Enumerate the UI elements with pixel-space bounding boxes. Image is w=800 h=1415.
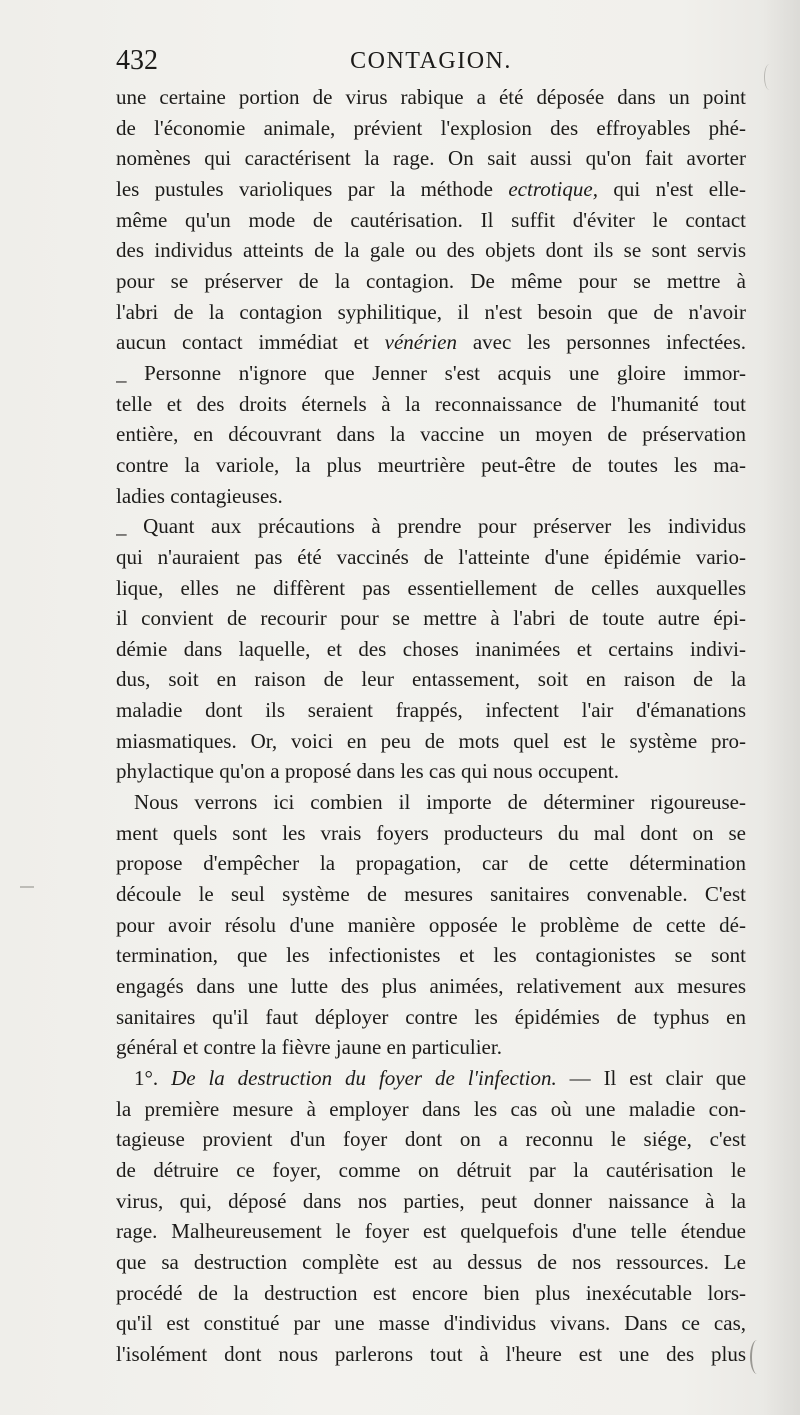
text-line: termination, que les infectionistes et les contagionistes se sont	[116, 943, 746, 968]
text-line: telle et des droits éternels à la reconnaissance de l'humanité tout	[116, 391, 746, 416]
text-line: même qu'un mode de cautérisation. Il suffit d'éviter le contact	[116, 207, 746, 232]
running-title: CONTAGION.	[350, 48, 512, 74]
text-line: démie dans laquelle, et des choses inanimées et certains indivi-	[116, 636, 746, 661]
text-line: Nous verrons ici combien il importe de déterminer rigoureuse-	[134, 790, 746, 815]
text-line: il convient de recourir pour se mettre à l'abri de toute autre épi-	[116, 606, 746, 631]
text-line: maladie dont ils seraient frappés, infectent l'air d'émanations	[116, 698, 746, 723]
text-fragment: les pustules varioliques par la méthode	[116, 176, 493, 201]
text-line: procédé de la destruction est encore bien plus inexécutable lors-	[116, 1280, 746, 1305]
text-line: de détruire ce foyer, comme on détruit par la cautérisation le	[116, 1157, 746, 1182]
margin-mark	[764, 64, 775, 90]
text-line	[116, 1063, 746, 1094]
text-line: propose d'empêcher la propagation, car de cette détermination	[116, 851, 746, 876]
text-line: dus, soit en raison de leur entassement, soit en raison de la	[116, 667, 746, 692]
text-fragment: 1°.	[134, 1066, 159, 1090]
text-line: sanitaires qu'il faut déployer contre les épidémies de typhus en	[116, 1004, 746, 1029]
text-line: pour avoir résolu d'une manière opposée le problème de cette dé-	[116, 912, 746, 937]
text-line: nomènes qui caractérisent la rage. On sait aussi qu'on fait avorter	[116, 146, 746, 171]
italic-heading: De la destruction du foyer de l'infection.	[171, 1066, 557, 1090]
text-line: découle le seul système de mesures sanitaires convenable. C'est	[116, 882, 746, 907]
text-line: l'abri de la contagion syphilitique, il n'est besoin que de n'avoir	[116, 299, 746, 324]
text-line: ladies contagieuses.	[116, 483, 283, 508]
margin-mark	[20, 886, 34, 888]
italic-term: vénérien	[384, 330, 457, 355]
text-line: qui n'auraient pas été vaccinés de l'atteinte d'une épidémie vario-	[116, 544, 746, 569]
text-line: la première mesure à employer dans les cas où une maladie con-	[116, 1096, 746, 1121]
body-text	[116, 82, 746, 1370]
text-line: contre la variole, la plus meurtrière peut-être de toutes les ma-	[116, 452, 746, 477]
text-line: de l'économie animale, prévient l'explosion des effroyables phé-	[116, 115, 746, 140]
text-line: virus, qui, déposé dans nos parties, peut donner naissance à la	[116, 1188, 746, 1213]
text-fragment: qui n'est elle-	[613, 176, 746, 201]
text-fragment: avec les personnes infectées.	[472, 330, 746, 355]
text-fragment: — Il est clair que	[569, 1066, 746, 1090]
page-header	[116, 44, 746, 78]
text-line: engagés dans une lutte des plus animées, relativement aux mesures	[116, 974, 746, 999]
text-line: que sa destruction complète est au dessus de nos ressources. Le	[116, 1249, 746, 1274]
margin-mark	[750, 1340, 764, 1374]
text-fragment: aucun contact immédiat et	[116, 330, 369, 355]
text-line: phylactique qu'on a proposé dans les cas qui nous occupent.	[116, 759, 619, 784]
text-line: ment quels sont les vrais foyers producteurs du mal dont on se	[116, 820, 746, 845]
text-line: _ Personne n'ignore que Jenner s'est acquis une gloire immor-	[116, 360, 746, 385]
text-line: pour se préserver de la contagion. De même pour se mettre à	[116, 268, 746, 293]
text-line: qu'il est constitué par une masse d'individus vivans. Dans ce cas,	[116, 1311, 746, 1336]
text-line	[116, 174, 746, 205]
text-line: des individus atteints de la gale ou des objets dont ils se sont servis	[116, 238, 746, 263]
text-line: miasmatiques. Or, voici en peu de mots quel est le système pro-	[116, 728, 746, 753]
text-line: entière, en découvrant dans la vaccine un moyen de préservation	[116, 422, 746, 447]
text-line: _ Quant aux précautions à prendre pour préserver les individus	[116, 514, 746, 539]
italic-term: ectrotique,	[508, 176, 598, 201]
text-line: lique, elles ne diffèrent pas essentiellement de celles auxquelles	[116, 575, 746, 600]
text-line: tagieuse provient d'un foyer dont on a reconnu le siége, c'est	[116, 1127, 746, 1152]
text-line: général et contre la fièvre jaune en particulier.	[116, 1035, 502, 1060]
page-number: 432	[116, 45, 158, 76]
page-edge-shadow	[762, 0, 800, 1415]
text-line: une certaine portion de virus rabique a été déposée dans un point	[116, 85, 746, 109]
text-line: l'isolément dont nous parlerons tout à l'heure est une des plus	[116, 1341, 746, 1366]
text-line	[116, 327, 746, 358]
text-line: rage. Malheureusement le foyer est quelquefois d'une telle étendue	[116, 1219, 746, 1244]
